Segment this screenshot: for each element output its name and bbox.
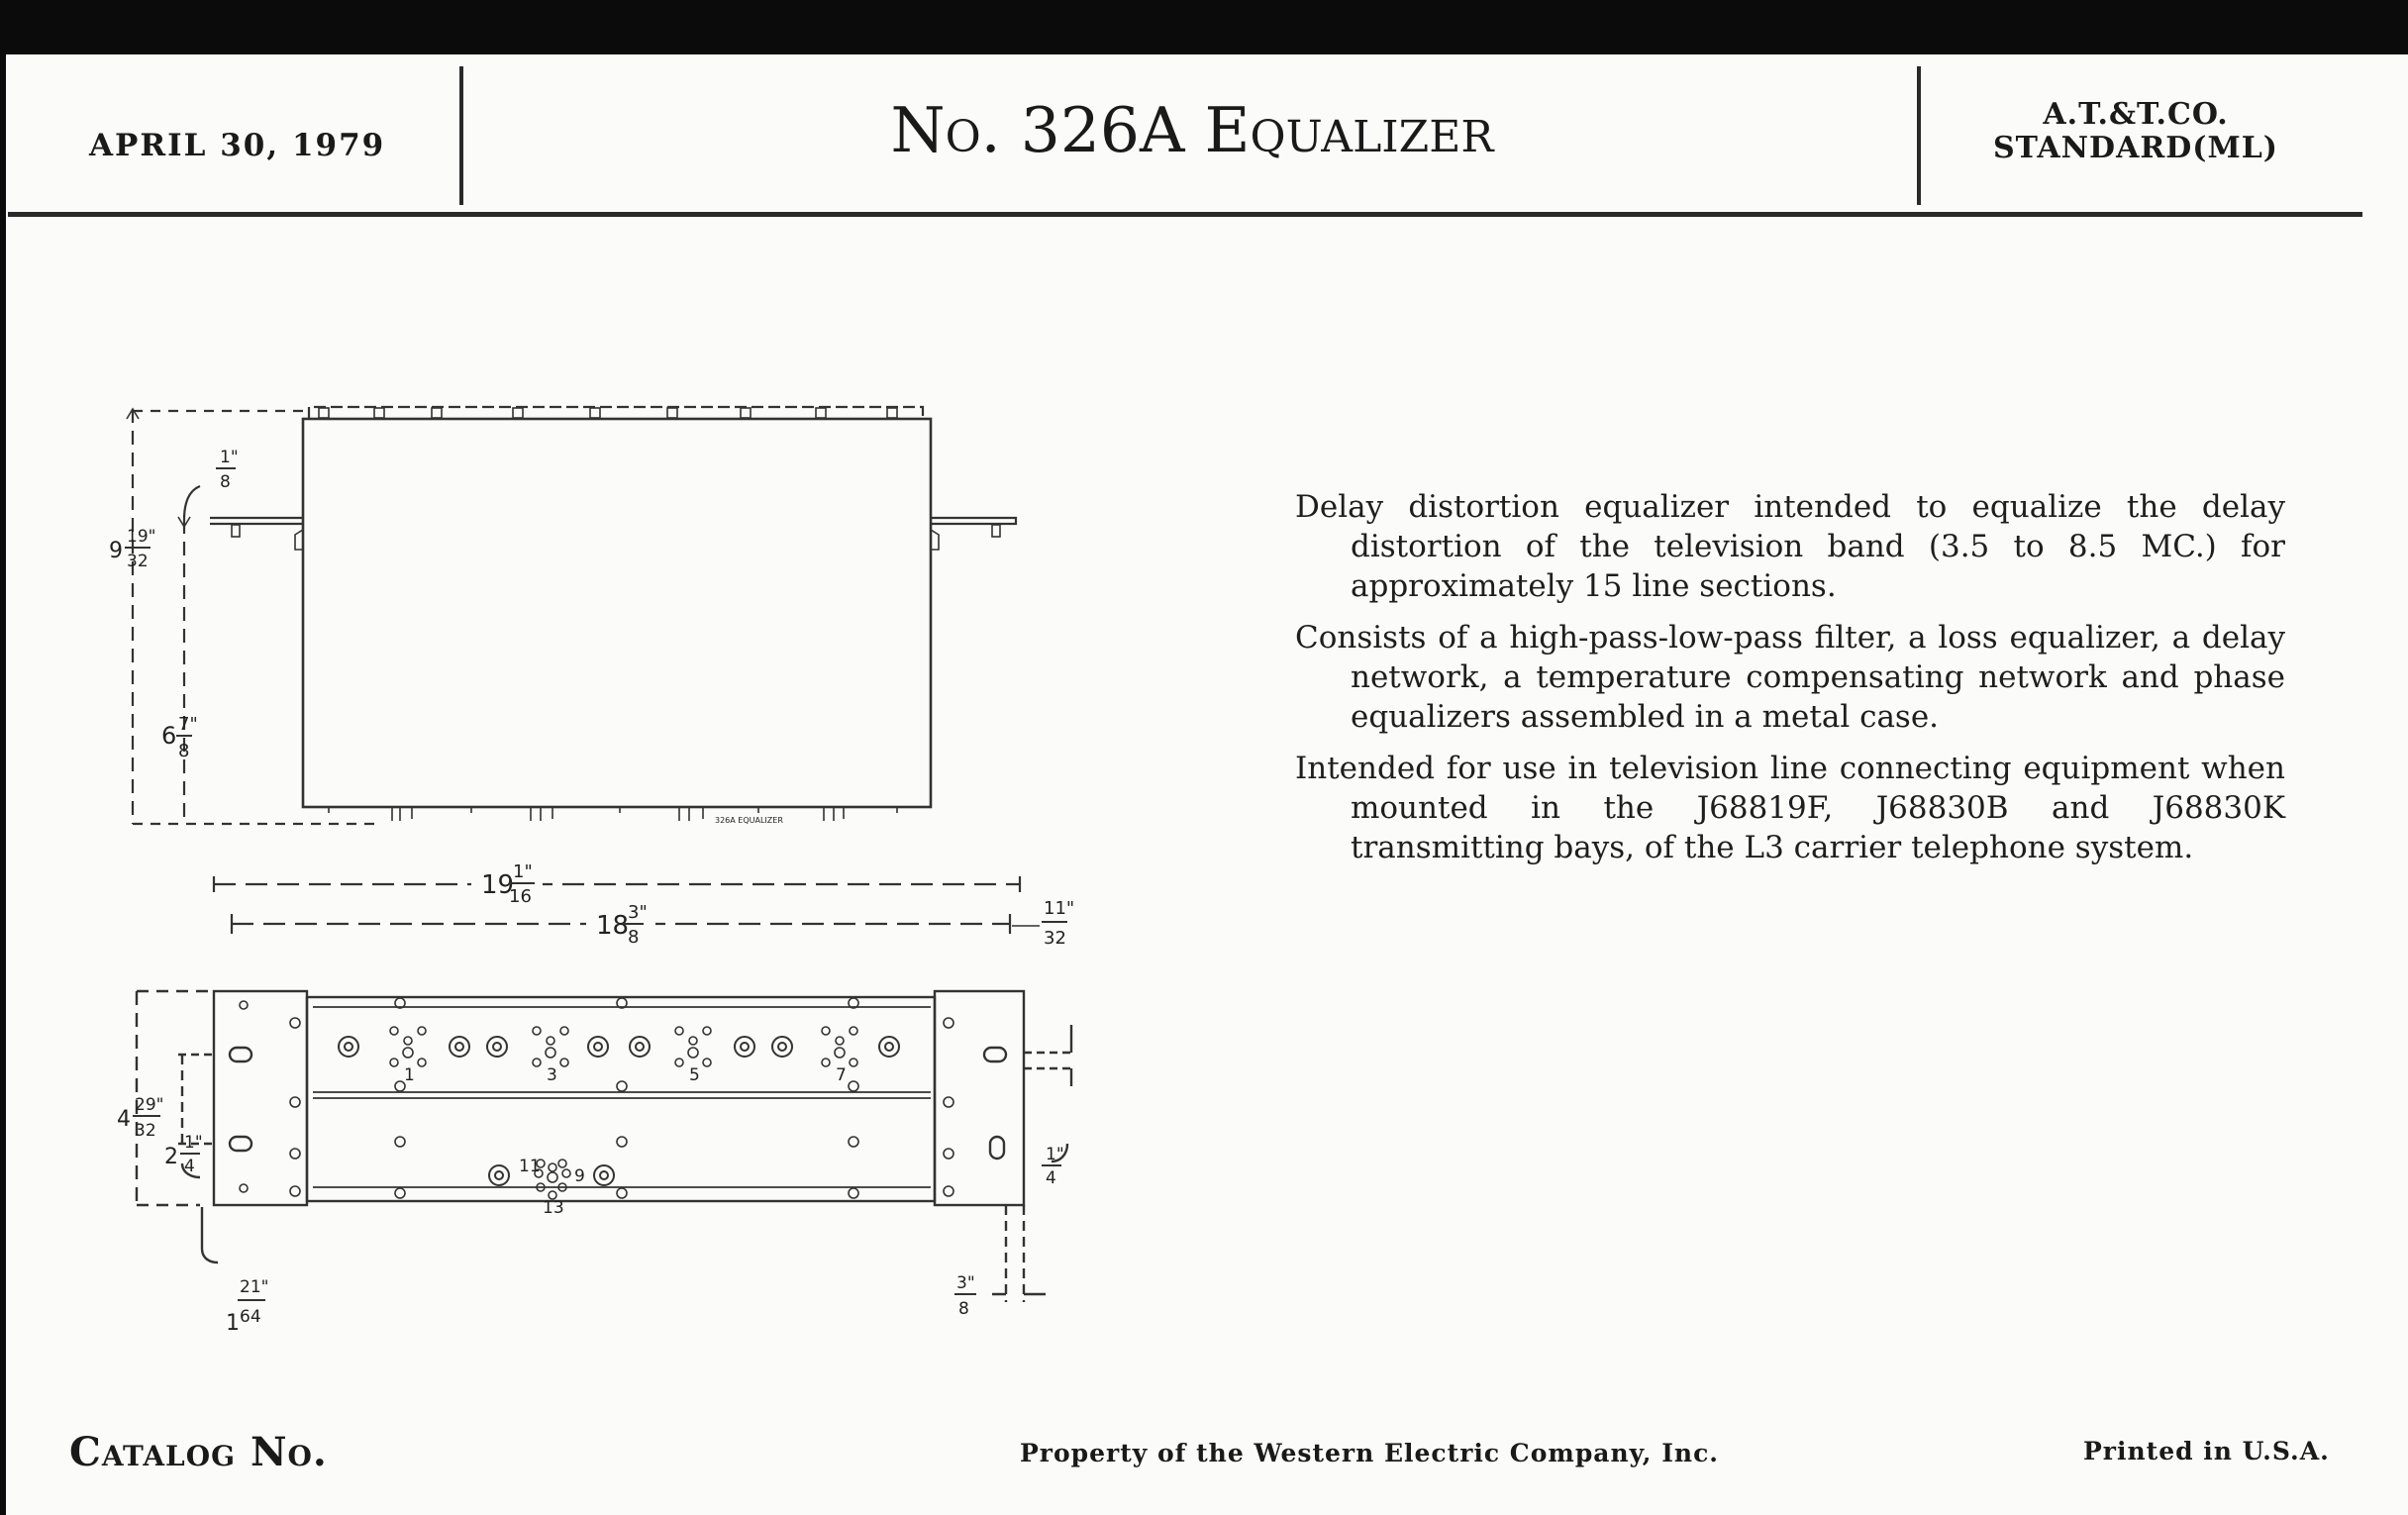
printed-notice: Printed in U.S.A. (2083, 1437, 2330, 1465)
jack-label-3: 3 (547, 1065, 557, 1085)
dim-side-den: 32 (1044, 928, 1066, 949)
description-paragraph-1: Delay distortion equalizer intended to equalize the delay distortion of the television band (3.5 to 8.5 MC.) for approximately 15 line sections. (1295, 489, 2285, 604)
equipment-drawing (6, 54, 1174, 1342)
dim-panel-den: 32 (135, 1121, 156, 1141)
dim-edge-den: 8 (958, 1299, 969, 1319)
jack-labels (404, 1065, 847, 1218)
dim-mounting-num: 3" (628, 902, 648, 923)
description-paragraph-3: Intended for use in television line connecting equipment when mounted in the J68819F, J68830B and J68830K transmitting bays, of the L3 carrier telephone system. (1295, 751, 2285, 865)
top-view-dimensions (109, 448, 239, 761)
jack-label-13: 13 (543, 1198, 564, 1218)
jack-label-7: 7 (836, 1065, 847, 1085)
dim-slot-height-den: 4 (1046, 1168, 1056, 1188)
front-view-dimensions (117, 1095, 1064, 1336)
dim-slot-whole: 2 (164, 1145, 178, 1169)
catalog-date: APRIL 30, 1979 (89, 128, 386, 163)
dim-height-total-den: 32 (127, 552, 149, 571)
standard-label (1929, 98, 2343, 165)
jack-label-1: 1 (404, 1065, 415, 1085)
jack-label-9: 9 (574, 1166, 585, 1186)
dim-height-total-num: 19" (127, 527, 156, 547)
front-view-panel (137, 991, 1075, 1302)
dim-overall-den: 16 (509, 886, 532, 907)
dim-overall-num: 1" (513, 861, 533, 882)
dim-overall-whole: 19 (481, 870, 515, 900)
dim-bottom-num: 21" (240, 1277, 269, 1297)
dim-edge-num: 3" (956, 1273, 975, 1293)
page-title: No. 326A Equalizer (890, 94, 1494, 166)
description-paragraph-2: Consists of a high-pass-low-pass filter, a loss equalizer, a delay network, a temperature compensating network and phase equalizers assembled in a metal case. (1295, 620, 2285, 735)
header-divider-right (1917, 66, 1921, 205)
dim-inner-num: 7" (178, 714, 198, 735)
catalog-number-label: Catalog No. (69, 1429, 328, 1475)
dim-height-total-whole: 9 (109, 539, 123, 563)
property-notice: Property of the Western Electric Company, Inc. (1020, 1439, 1720, 1467)
dim-bottom-whole: 1 (226, 1311, 240, 1336)
dim-flange-num: 1" (220, 448, 239, 467)
dim-panel-num: 29" (135, 1095, 164, 1115)
jack-label-5: 5 (689, 1065, 700, 1085)
dim-slot-den: 4 (184, 1157, 195, 1176)
dim-flange-den: 8 (220, 472, 231, 492)
dim-slot-height-num: 1" (1046, 1145, 1064, 1164)
standard-line-1: A.T.&T.CO. (2043, 97, 2229, 132)
top-view-case (303, 419, 931, 807)
description-block (1295, 487, 2285, 879)
catalog-card (6, 54, 2408, 1515)
dim-side-num: 11" (1044, 898, 1075, 919)
dim-slot-num: 1" (184, 1133, 203, 1153)
jack-label-11: 11 (519, 1157, 541, 1176)
case-stamp: 326A EQUALIZER (715, 816, 783, 825)
dim-inner-den: 8 (178, 741, 190, 761)
dim-mounting-den: 8 (628, 927, 640, 948)
standard-line-2: STANDARD(ML) (1993, 131, 2278, 165)
dim-mounting-whole: 18 (596, 911, 630, 941)
dim-bottom-den: 64 (240, 1307, 261, 1327)
dim-inner-whole: 6 (161, 722, 177, 750)
dim-panel-whole: 4 (117, 1107, 131, 1132)
